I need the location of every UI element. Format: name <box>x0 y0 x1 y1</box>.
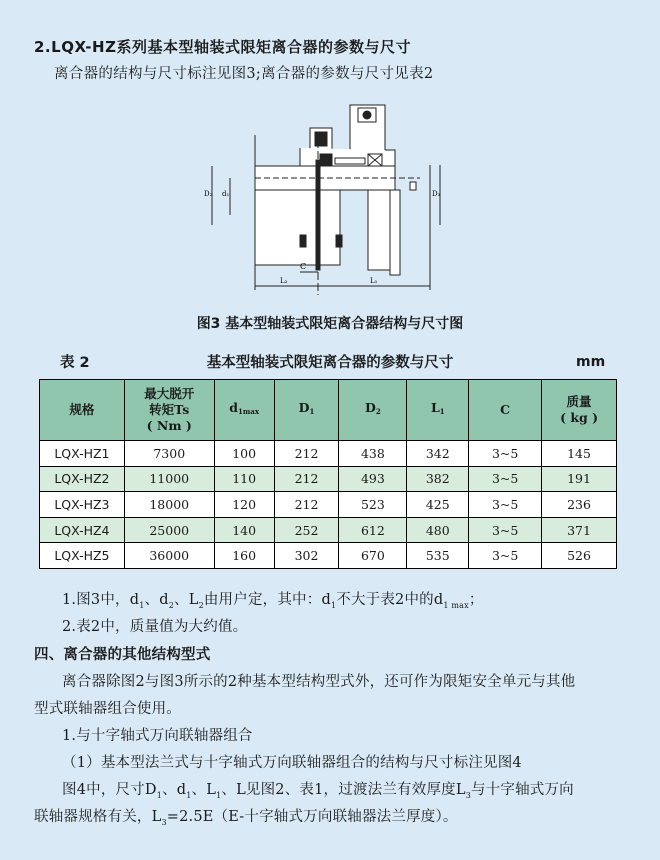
cell-d1: 160 <box>214 543 274 569</box>
table-label: 表 2 <box>60 355 90 371</box>
section-p1: 离合器除图2与图3所示的2种基本型结构型式外，还可作为限矩安全单元与其他 <box>62 674 576 690</box>
cell-torque: 18000 <box>124 492 214 518</box>
cell-D1: 302 <box>274 543 339 569</box>
cell-d1: 110 <box>214 466 274 492</box>
cell-d1: 100 <box>214 441 274 467</box>
header-C: C <box>469 380 542 441</box>
cell-L1: 425 <box>407 492 469 518</box>
section-p5: 联轴器规格有关，$L_3=2.5E(E-$十字轴式万向联轴器法兰厚度）。 <box>34 809 458 827</box>
label-C: C <box>300 262 307 271</box>
cell-D2: 612 <box>339 517 407 543</box>
header-D1: $D_1$ <box>274 380 339 441</box>
cell-torque: 7300 <box>124 441 214 467</box>
cell-D1: 252 <box>274 517 339 543</box>
cell-L1: 535 <box>407 543 469 569</box>
section-p4: 图4中，尺寸$D_1$、$d_1$、$L_1$、L见图2、表1，过渡法兰有效厚度$L_3$与十字轴式万向 <box>62 782 574 800</box>
cell-torque: 36000 <box>124 543 214 569</box>
cell-d1: 120 <box>214 492 274 518</box>
cell-L1: 480 <box>407 517 469 543</box>
header-d1max: $d_{1max}$ <box>214 380 274 441</box>
label-L1: L₁ <box>370 277 378 285</box>
table-unit: mm <box>576 354 606 370</box>
cell-D2: 670 <box>339 543 407 569</box>
cell-C: 3~5 <box>469 441 542 467</box>
cell-mass: 371 <box>542 517 617 543</box>
intro-text: 离合器的结构与尺寸标注见图3;离合器的参数与尺寸见表2 <box>54 66 434 82</box>
cell-D1: 212 <box>274 492 339 518</box>
cell-D2: 523 <box>339 492 407 518</box>
cell-mass: 191 <box>542 466 617 492</box>
table-header-row <box>40 380 617 441</box>
cell-spec: LQX-HZ2 <box>40 466 125 492</box>
section-heading: 2.LQX-HZ系列基本型轴装式限矩离合器的参数与尺寸 <box>34 38 411 56</box>
table-row <box>40 466 617 492</box>
cell-mass: 526 <box>542 543 617 569</box>
cell-C: 3~5 <box>469 517 542 543</box>
coupling-drawing <box>200 100 450 300</box>
header-D2: $D_2$ <box>339 380 407 441</box>
table-title: 基本型轴装式限矩离合器的参数与尺寸 <box>206 355 454 371</box>
cell-D1: 212 <box>274 466 339 492</box>
cell-d1: 140 <box>214 517 274 543</box>
cell-D2: 493 <box>339 466 407 492</box>
header-torque: 最大脱开 转矩Ts ( Nm ) <box>124 380 214 441</box>
label-d1: d₁ <box>222 190 230 198</box>
cell-L1: 382 <box>407 466 469 492</box>
cell-C: 3~5 <box>469 492 542 518</box>
cell-C: 3~5 <box>469 543 542 569</box>
section-title: 四、离合器的其他结构型式 <box>34 646 211 663</box>
cell-D2: 438 <box>339 441 407 467</box>
note-2: 2.表2中，质量值为大约值。 <box>62 619 248 635</box>
header-L1: $L_1$ <box>407 380 469 441</box>
cell-spec: LQX-HZ4 <box>40 517 125 543</box>
cell-mass: 236 <box>542 492 617 518</box>
section-p3: （1）基本型法兰式与十字轴式万向联轴器组合的结构与尺寸标注见图4 <box>62 755 522 771</box>
section-p1b: 型式联轴器组合使用。 <box>34 701 181 717</box>
cell-torque: 11000 <box>124 466 214 492</box>
cell-C: 3~5 <box>469 466 542 492</box>
cell-spec: LQX-HZ3 <box>40 492 125 518</box>
header-mass: 质量 ( kg ) <box>542 380 617 441</box>
table-row <box>40 441 617 467</box>
cell-spec: LQX-HZ1 <box>40 441 125 467</box>
figure-caption: 图3 基本型轴装式限矩离合器结构与尺寸图 <box>196 316 464 332</box>
table-row <box>40 492 617 518</box>
cell-torque: 25000 <box>124 517 214 543</box>
cell-mass: 145 <box>542 441 617 467</box>
spec-table <box>39 379 617 569</box>
cell-spec: LQX-HZ5 <box>40 543 125 569</box>
note-1: 1.图3中，$d_1$、$d_2$、$L_2$由用户定，其中：$d_1$不大于表2中的$d_{1 max}$； <box>62 592 484 610</box>
label-d2: D₂ <box>204 190 213 198</box>
cell-L1: 342 <box>407 441 469 467</box>
table-row <box>40 543 617 569</box>
label-D1: D₁ <box>432 190 441 198</box>
label-L2: L₂ <box>280 277 288 285</box>
cell-D1: 212 <box>274 441 339 467</box>
table-row <box>40 517 617 543</box>
header-spec: 规格 <box>40 380 125 441</box>
section-p2: 1.与十字轴式万向联轴器组合 <box>62 728 253 744</box>
